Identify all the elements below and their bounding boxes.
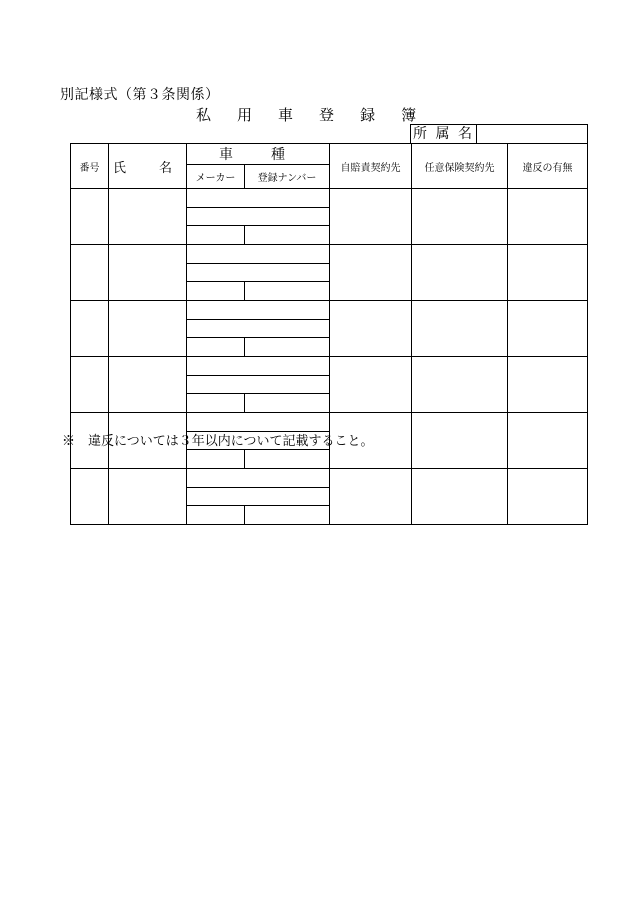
- cell-vehicle-type[interactable]: [187, 469, 330, 488]
- header-voluntary-insurance: 任意保険契約先: [412, 144, 508, 189]
- cell-vehicle-type-blank[interactable]: [187, 208, 330, 226]
- cell-compulsory-insurance[interactable]: [330, 245, 412, 301]
- cell-voluntary-insurance[interactable]: [412, 189, 508, 245]
- cell-maker[interactable]: [187, 338, 245, 357]
- cell-compulsory-insurance[interactable]: [330, 469, 412, 525]
- cell-vehicle-type[interactable]: [187, 189, 330, 208]
- cell-vehicle-type[interactable]: [187, 413, 330, 432]
- title-char: 私: [196, 106, 212, 124]
- form-label: 別記様式（第３条関係）: [60, 87, 220, 103]
- header-vehicle-type: 車 種: [187, 144, 330, 165]
- affiliation-label: 所 属 名: [411, 125, 477, 144]
- cell-compulsory-insurance[interactable]: [330, 301, 412, 357]
- page-title: [196, 104, 416, 125]
- cell-maker[interactable]: [187, 282, 245, 301]
- header-name: 氏 名: [109, 144, 187, 189]
- title-char: 録: [360, 106, 376, 124]
- affiliation-field[interactable]: [477, 125, 587, 144]
- cell-voluntary-insurance[interactable]: [412, 245, 508, 301]
- cell-reg-number[interactable]: [245, 506, 330, 525]
- header-number: 番号: [71, 144, 109, 189]
- table-body: [71, 189, 588, 525]
- cell-maker[interactable]: [187, 506, 245, 525]
- cell-maker[interactable]: [187, 226, 245, 245]
- cell-violation[interactable]: [508, 245, 588, 301]
- table-row: [71, 413, 588, 432]
- title-char: 簿: [401, 106, 417, 124]
- cell-violation[interactable]: [508, 413, 588, 469]
- cell-violation[interactable]: [508, 357, 588, 413]
- cell-number[interactable]: [71, 469, 109, 525]
- table-row: [71, 469, 588, 488]
- cell-maker[interactable]: [187, 394, 245, 413]
- table-row: [71, 301, 588, 320]
- cell-voluntary-insurance[interactable]: [412, 469, 508, 525]
- cell-violation[interactable]: [508, 189, 588, 245]
- table-header: [71, 144, 588, 189]
- cell-reg-number[interactable]: [245, 394, 330, 413]
- cell-vehicle-type-blank[interactable]: [187, 488, 330, 506]
- table-row: [71, 245, 588, 264]
- cell-maker[interactable]: [187, 450, 245, 469]
- header-maker: メーカー: [187, 165, 245, 189]
- cell-voluntary-insurance[interactable]: [412, 413, 508, 469]
- cell-name[interactable]: [109, 301, 187, 357]
- registration-table: [70, 143, 588, 525]
- header-reg-number: 登録ナンバー: [245, 165, 330, 189]
- affiliation-box: [410, 124, 588, 144]
- cell-vehicle-type[interactable]: [187, 301, 330, 320]
- cell-violation[interactable]: [508, 301, 588, 357]
- cell-vehicle-type-blank[interactable]: [187, 264, 330, 282]
- cell-vehicle-type[interactable]: [187, 357, 330, 376]
- cell-reg-number[interactable]: [245, 338, 330, 357]
- footnote: ※ 違反については３年以内について記載すること。: [62, 434, 374, 449]
- cell-vehicle-type-blank[interactable]: [187, 320, 330, 338]
- title-char: 登: [319, 106, 335, 124]
- cell-number[interactable]: [71, 301, 109, 357]
- cell-reg-number[interactable]: [245, 450, 330, 469]
- cell-name[interactable]: [109, 245, 187, 301]
- table-row: [71, 357, 588, 376]
- cell-number[interactable]: [71, 245, 109, 301]
- cell-compulsory-insurance[interactable]: [330, 357, 412, 413]
- title-char: 車: [278, 106, 294, 124]
- header-compulsory-insurance: 自賠責契約先: [330, 144, 412, 189]
- cell-voluntary-insurance[interactable]: [412, 357, 508, 413]
- cell-number[interactable]: [71, 357, 109, 413]
- header-violation: 違反の有無: [508, 144, 588, 189]
- cell-number[interactable]: [71, 189, 109, 245]
- cell-name[interactable]: [109, 189, 187, 245]
- cell-violation[interactable]: [508, 469, 588, 525]
- cell-reg-number[interactable]: [245, 226, 330, 245]
- cell-reg-number[interactable]: [245, 282, 330, 301]
- cell-vehicle-type-blank[interactable]: [187, 376, 330, 394]
- cell-vehicle-type[interactable]: [187, 245, 330, 264]
- cell-name[interactable]: [109, 357, 187, 413]
- cell-compulsory-insurance[interactable]: [330, 189, 412, 245]
- title-char: 用: [237, 106, 253, 124]
- cell-voluntary-insurance[interactable]: [412, 301, 508, 357]
- table-row: [71, 189, 588, 208]
- cell-name[interactable]: [109, 469, 187, 525]
